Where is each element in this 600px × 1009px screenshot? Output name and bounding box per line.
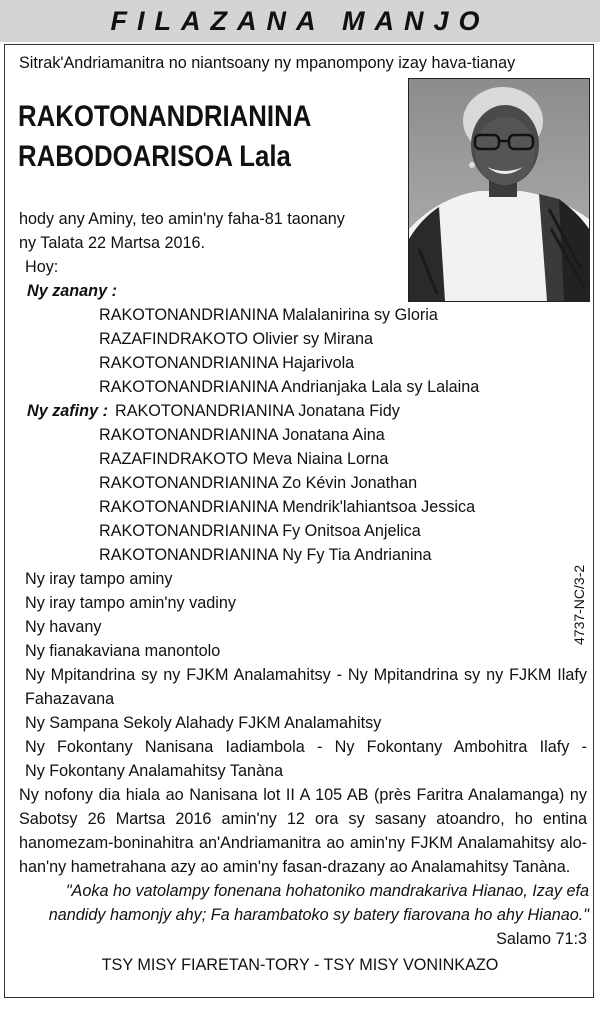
- zafiny-item: RAZAFINDRAKOTO Meva Niaina Lorna: [99, 450, 389, 468]
- deceased-photo: [408, 78, 590, 302]
- zafiny-item: RAKOTONANDRIANINA Fy Onitsoa Anjelica: [99, 522, 421, 540]
- zafiny-item-first: RAKOTONANDRIANINA Jonatana Fidy: [115, 402, 400, 420]
- death-line-1: hody any Aminy, teo amin'ny faha-81 taonany: [19, 210, 345, 228]
- bible-reference: Salamo 71:3: [496, 930, 587, 948]
- header-title: FILAZANA MANJO: [110, 6, 490, 36]
- zanany-item: RAKOTONANDRIANINA Malalanirina sy Gloria: [99, 306, 438, 324]
- zanany-item: RAZAFINDRAKOTO Olivier sy Mirana: [99, 330, 374, 348]
- fokontany-line-1: Ny Fokontany Nanisana Iadiambola - Ny Fokontany Ambohitra Ilafy -: [25, 738, 587, 756]
- burial-line: Ny nofony dia hiala ao Nanisana lot II A 105 AB (près Faritra Analamanga) ny: [19, 786, 587, 804]
- zafiny-item: RAKOTONANDRIANINA Ny Fy Tia Andrianina: [99, 546, 432, 564]
- footer-note: TSY MISY FIARETAN-TORY - TSY MISY VONINKAZO: [101, 956, 499, 974]
- zanany-label: Ny zanany :: [27, 282, 117, 300]
- zafiny-item: RAKOTONANDRIANINA Mendrik'lahiantsoa Jessica: [99, 498, 476, 516]
- other-mourner: Ny iray tampo aminy: [25, 570, 173, 588]
- intro-line: Sitrak'Andriamanitra no niantsoany ny mpanompony izay hava-tianay: [19, 54, 516, 72]
- bible-quote-line-1: "Aoka ho vatolampy fonenana hohatoniko mandrakariva Hianao, Izay efa: [65, 882, 589, 900]
- burial-line: Sabotsy 26 Martsa 2016 amin'ny 12 ora sy sasany atoandro, ho entina: [19, 810, 587, 828]
- burial-line: han'ny hametrahana azy ao amin'ny fasan-drazany ao Analamahitsy Tanàna.: [19, 858, 571, 876]
- deceased-given-name: RABODOARISOA Lala: [18, 140, 291, 173]
- announcement-header: [0, 0, 600, 42]
- announcement-frame: [4, 44, 594, 998]
- other-mourner: Ny iray tampo amin'ny vadiny: [25, 594, 236, 612]
- death-line-2: ny Talata 22 Martsa 2016.: [19, 234, 205, 252]
- hoy-label: Hoy:: [25, 258, 59, 276]
- side-code: 4737-NC/3-2: [571, 564, 587, 645]
- burial-line: hanomezam-boninahitra an'Andriamanitra ao amin'ny FJKM Analamahitsy alo-: [19, 834, 587, 852]
- church-line-1: Ny Mpitandrina sy ny FJKM Analamahitsy - Ny Mpitandrina sy ny FJKM Ilafy: [25, 666, 587, 684]
- fokontany-line-2: Ny Fokontany Analamahitsy Tanàna: [25, 762, 283, 780]
- sampana-line: Ny Sampana Sekoly Alahady FJKM Analamahitsy: [25, 714, 382, 732]
- zafiny-item: RAKOTONANDRIANINA Jonatana Aina: [99, 426, 385, 444]
- zafiny-item: RAKOTONANDRIANINA Zo Kévin Jonathan: [99, 474, 418, 492]
- portrait-image: [409, 79, 589, 301]
- church-line-2: Fahazavana: [25, 690, 115, 708]
- zanany-item: RAKOTONANDRIANINA Andrianjaka Lala sy Lalaina: [99, 378, 480, 396]
- deceased-surname: RAKOTONANDRIANINA: [18, 100, 312, 133]
- other-mourner: Ny fianakaviana manontolo: [25, 642, 221, 660]
- bible-quote-line-2: nandidy hamonjy ahy; Fa harambatoko sy batery fiarovana ho ahy Hianao.": [48, 906, 589, 924]
- zanany-item: RAKOTONANDRIANINA Hajarivola: [99, 354, 355, 372]
- other-mourner: Ny havany: [25, 618, 102, 636]
- zafiny-label: Ny zafiny :: [27, 402, 108, 420]
